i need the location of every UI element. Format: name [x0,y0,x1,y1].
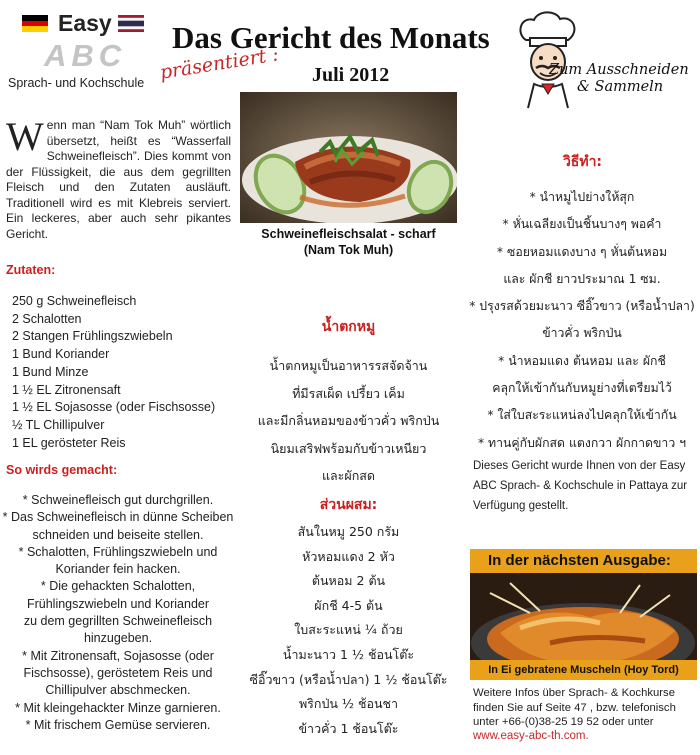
list-item: Koriander fein hacken. [55,562,181,577]
list-item: * Schweinefleisch gut durchgrillen. [22,493,214,507]
german-flag-icon [22,15,48,32]
list-item: สันในหมู 250 กรัม [297,524,400,539]
list-item: * นำหมูไปย่างให้สุก [529,190,635,204]
thai-method-list [466,184,698,457]
list-item: ซีอิ๊วขาว (หรือน้ำปลา) 1 ½ ช้อนโต๊ะ [249,671,448,687]
thai-flag-icon [118,15,144,32]
list-item: ต้นหอม 2 ต้น [311,573,386,589]
list-item: หัวหอมแดง 2 หัว [302,548,395,564]
list-item: schneiden und beiseite stellen. [32,527,204,542]
clip-and-collect-note [549,62,689,96]
intro-dropcap: W [6,114,44,159]
list-item: 1 ½ EL Sojasosse (oder Fischsosse) [12,400,216,415]
list-item: zu dem gegrillten Schweinefleisch [23,614,213,629]
list-item: น้ำตกหมูเป็นอาหารรสจัดจ้าน [269,358,428,373]
ingredients-list [12,293,215,452]
list-item: น้ำมะนาว 1 ½ ช้อนโต๊ะ [282,646,415,662]
logo-easy-text: Easy [58,10,112,36]
list-item: ที่มีรสเผ็ด เปรี้ยว เค็ม [292,385,405,401]
page-title: Das Gericht des Monats [172,20,490,55]
list-item: 1 Bund Koriander [12,347,110,362]
list-item: ผักชี 4-5 ต้น [314,597,383,613]
list-item: และผักสด [321,468,376,483]
thai-description [236,352,461,490]
method-heading: So wirds gemacht: [6,463,118,477]
logo-abc-text: ABC [44,38,127,73]
list-item: คลุกให้เข้ากันกับหมูย่างที่เตรียมไว้ [492,381,672,396]
list-item: ใบสะระแหน่ ¼ ถ้วย [294,622,403,638]
list-item: Chillipulver abschmecken. [45,683,191,698]
list-item: * Schalotten, Frühlingszwiebeln und [18,544,218,559]
intro-text: enn man “Nam Tok Muh” wörtlich übersetzt, heißt es “Wasserfall Schweinefleisch”. Dies kommt von der Flüssigkeit, die aus dem gegrillten Fleisch und den Zutaten ausläuft. Traditionell wird es mit Klebreis serviert. Ein leckeres, aber auch sehr pikantes Gericht. [6,118,231,241]
list-item: นิยมเสริฟพร้อมกับข้าวเหนียว [270,440,427,456]
list-item: 1 EL gerösteter Reis [12,435,126,450]
intro-paragraph [6,114,231,242]
list-item: hinzugeben. [83,631,153,646]
list-item: ข้าวคั่ว พริกป่น [542,326,622,341]
thai-dish-heading: น้ำตกหมู [321,319,376,335]
list-item: 1 Bund Minze [12,364,89,379]
list-item: * Mit frischem Gemüse servieren. [25,717,211,732]
dish-caption [240,227,457,258]
clip-line-2: & Sammeln [577,79,664,95]
list-item: * ใส่ใบสะระแหน่ลงไปคลุกให้เข้ากัน [487,408,677,423]
list-item: * ซอยหอมแดงบาง ๆ หั่นต้นหอม [496,244,668,259]
thai-ingredients-heading: ส่วนผสม: [319,497,378,513]
dish-photo [240,92,457,223]
clip-line-1: Zum Ausschneiden [549,62,689,78]
thai-method-heading: วิธีทำ: [562,154,603,170]
ingredients-heading: Zutaten: [6,263,56,277]
school-logo [8,8,150,88]
dish-caption-line-1: Schweinefleischsalat - scharf [261,227,436,241]
list-item: 2 Schalotten [12,311,82,326]
list-item: Fischsosse), geröstetem Reis und [23,665,213,680]
list-item: * Das Schweinefleisch in dünne Scheiben [2,510,234,525]
issue-date: Juli 2012 [312,64,390,86]
list-item: 250 g Schweinefleisch [12,294,137,308]
next-issue-title: In der nächsten Ausgabe: [470,549,697,573]
list-item: Frühlingszwiebeln und Koriander [26,596,210,611]
logo-subtitle: Sprach- und Kochschule [8,76,145,90]
list-item: และ ผักชี ยาวประมาณ 1 ซม. [503,271,661,286]
list-item: 1 ½ EL Zitronensaft [12,382,121,397]
list-item: ข้าวคั่ว 1 ช้อนโต๊ะ [298,720,399,736]
method-steps-list [2,492,234,734]
list-item: และมีกลิ่นหอมของข้าวคั่ว พริกป่น [257,413,440,428]
list-item: * ทานคู่กับผักสด แตงกวา ผักกาดขาว ฯ [477,435,687,450]
list-item: * Mit Zitronensaft, Sojasosse (oder [22,648,214,663]
list-item: 2 Stangen Frühlingszwiebeln [12,329,173,344]
website-link[interactable]: www.easy-abc-th.com. [473,730,589,742]
credit-note: Dieses Gericht wurde Ihnen von der Easy ABC Sprach- & Kochschule in Pattaya zur Verfügung gestellt. [473,460,688,512]
list-item: * นำหอมแดง ต้นหอม และ ผักชี [498,353,666,368]
presented-label: präsentiert : [158,43,281,84]
list-item: * ปรุงรสด้วยมะนาว ซีอิ๊วขาว (หรือน้ำปลา) [469,299,695,314]
list-item: * Die gehackten Schalotten, [40,579,196,594]
list-item: * หั่นเฉลียงเป็นชิ้นบางๆ พอคำ [502,217,662,232]
thai-ingredients-list [240,520,457,741]
dish-caption-line-2: (Nam Tok Muh) [303,242,394,257]
list-item: พริกป่น ½ ช้อนชา [298,696,399,712]
list-item: ½ TL Chillipulver [12,417,105,432]
list-item: * Mit kleingehackter Minze garnieren. [15,700,221,715]
next-issue-box [470,549,697,680]
more-info-text: Weitere Infos über Sprach- & Kochkurse finden Sie auf Seite 47 , bzw. telefonisch unter +66-(0)38-25 19 52 oder unter [473,687,676,728]
next-issue-caption: In Ei gebratene Muscheln (Hoy Tord) [470,660,697,680]
